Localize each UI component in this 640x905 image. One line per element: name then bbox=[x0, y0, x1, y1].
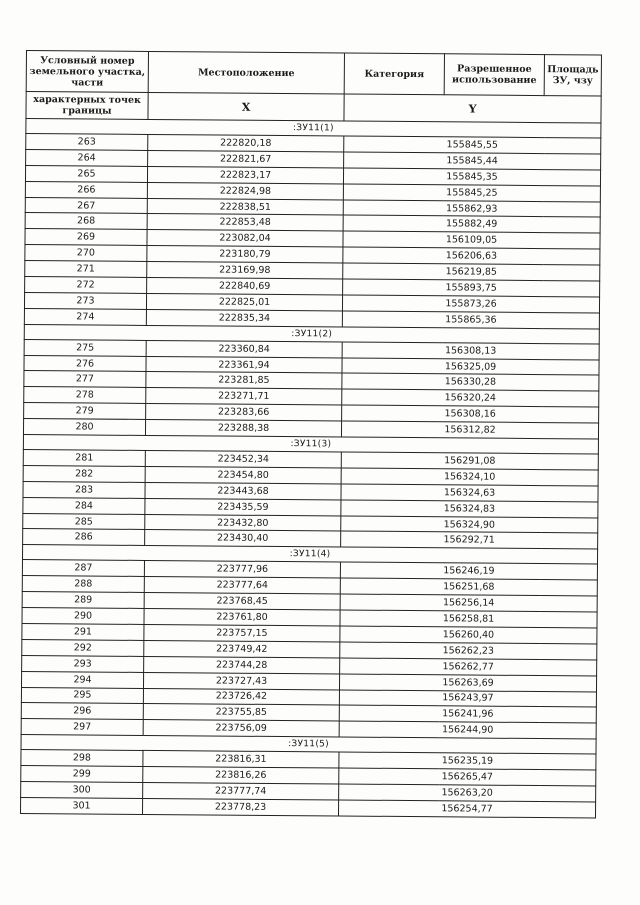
point-number-cell: 295 bbox=[21, 687, 143, 704]
point-number-cell: 283 bbox=[23, 481, 145, 498]
point-number-cell: 268 bbox=[25, 213, 147, 230]
point-number-cell: 300 bbox=[21, 781, 143, 798]
y-coordinate-cell: 156263,20 bbox=[339, 784, 596, 802]
x-coordinate-cell: 223727,43 bbox=[143, 672, 339, 689]
y-coordinate-cell: 156324,90 bbox=[341, 516, 598, 534]
point-number-cell: 276 bbox=[24, 355, 146, 372]
section-label: :ЗУ11(3) bbox=[23, 435, 598, 455]
point-number-cell: 299 bbox=[21, 766, 143, 783]
x-coordinate-cell: 222838,51 bbox=[147, 198, 343, 215]
point-number-cell: 272 bbox=[25, 277, 147, 294]
y-coordinate-cell: 156324,83 bbox=[341, 500, 598, 518]
point-number-cell: 270 bbox=[25, 245, 147, 262]
header-area: Площадь ЗУ, чзу bbox=[544, 55, 601, 96]
point-number-cell: 265 bbox=[25, 165, 147, 182]
point-number-cell: 297 bbox=[21, 719, 143, 736]
x-coordinate-cell: 223756,09 bbox=[143, 720, 339, 737]
x-coordinate-cell: 223768,45 bbox=[144, 593, 340, 610]
point-number-cell: 289 bbox=[22, 592, 144, 609]
section-label: :ЗУ11(2) bbox=[24, 324, 599, 344]
point-number-cell: 293 bbox=[22, 655, 144, 672]
point-number-cell: 286 bbox=[23, 529, 145, 546]
y-coordinate-cell: 156325,09 bbox=[342, 358, 599, 376]
x-coordinate-cell: 223288,38 bbox=[145, 420, 341, 437]
y-coordinate-cell: 156109,05 bbox=[343, 231, 600, 249]
y-coordinate-cell: 156262,77 bbox=[340, 658, 597, 676]
y-coordinate-cell: 156256,14 bbox=[340, 594, 597, 612]
point-number-cell: 269 bbox=[25, 229, 147, 246]
y-coordinate-cell: 156263,69 bbox=[339, 674, 596, 692]
x-coordinate-cell: 223777,74 bbox=[143, 782, 339, 799]
point-number-cell: 280 bbox=[23, 419, 145, 436]
x-coordinate-cell: 223755,85 bbox=[143, 704, 339, 721]
y-coordinate-cell: 156292,71 bbox=[341, 531, 598, 549]
header-point-subtitle: характерных точек границы bbox=[26, 92, 148, 120]
header-y: Y bbox=[344, 94, 601, 123]
x-coordinate-cell: 223435,59 bbox=[145, 498, 341, 515]
x-coordinate-cell: 223361,94 bbox=[146, 356, 342, 373]
y-coordinate-cell: 156312,82 bbox=[341, 421, 598, 439]
x-coordinate-cell: 223454,80 bbox=[145, 466, 341, 483]
x-coordinate-cell: 223777,64 bbox=[144, 577, 340, 594]
y-coordinate-cell: 156265,47 bbox=[339, 768, 596, 786]
point-number-cell: 296 bbox=[21, 703, 143, 720]
x-coordinate-cell: 223761,80 bbox=[144, 608, 340, 625]
table-body bbox=[21, 119, 601, 818]
x-coordinate-cell: 222853,48 bbox=[147, 214, 343, 231]
x-coordinate-cell: 223360,84 bbox=[146, 340, 342, 357]
x-coordinate-cell: 223726,42 bbox=[143, 688, 339, 705]
y-coordinate-cell: 155865,36 bbox=[342, 311, 599, 329]
point-number-cell: 273 bbox=[24, 292, 146, 309]
point-number-cell: 281 bbox=[23, 450, 145, 467]
point-number-cell: 264 bbox=[26, 149, 148, 166]
y-coordinate-cell: 156251,68 bbox=[340, 578, 597, 596]
header-category: Категория bbox=[344, 53, 444, 95]
point-number-cell: 291 bbox=[22, 623, 144, 640]
y-coordinate-cell: 156254,77 bbox=[338, 800, 595, 818]
point-number-cell: 284 bbox=[23, 497, 145, 514]
x-coordinate-cell: 223169,98 bbox=[147, 262, 343, 279]
x-coordinate-cell: 222835,34 bbox=[146, 309, 342, 326]
y-coordinate-cell: 156320,24 bbox=[342, 389, 599, 407]
x-coordinate-cell: 222821,67 bbox=[148, 150, 344, 167]
section-label: :ЗУ11(5) bbox=[21, 735, 596, 755]
point-number-cell: 277 bbox=[24, 371, 146, 388]
point-number-cell: 282 bbox=[23, 465, 145, 482]
table-row bbox=[21, 797, 596, 817]
x-coordinate-cell: 222824,98 bbox=[147, 182, 343, 199]
header-x: X bbox=[148, 92, 344, 121]
point-number-cell: 271 bbox=[25, 261, 147, 278]
section-label: :ЗУ11(1) bbox=[26, 119, 601, 139]
y-coordinate-cell: 156206,63 bbox=[343, 247, 600, 265]
x-coordinate-cell: 223452,34 bbox=[145, 450, 341, 467]
header-location: Местоположение bbox=[148, 51, 344, 94]
x-coordinate-cell: 223082,04 bbox=[147, 230, 343, 247]
point-number-cell: 301 bbox=[21, 797, 143, 814]
x-coordinate-cell: 223744,28 bbox=[144, 656, 340, 673]
y-coordinate-cell: 155845,55 bbox=[344, 136, 601, 154]
x-coordinate-cell: 222840,69 bbox=[147, 277, 343, 294]
x-coordinate-cell: 223443,68 bbox=[145, 482, 341, 499]
section-label: :ЗУ11(4) bbox=[22, 545, 597, 565]
point-number-cell: 278 bbox=[24, 387, 146, 404]
point-number-cell: 274 bbox=[24, 308, 146, 325]
y-coordinate-cell: 155873,26 bbox=[342, 295, 599, 313]
coordinates-table bbox=[20, 50, 602, 818]
x-coordinate-cell: 223180,79 bbox=[147, 246, 343, 263]
x-coordinate-cell: 223432,80 bbox=[145, 514, 341, 531]
y-coordinate-cell: 155893,75 bbox=[343, 279, 600, 297]
x-coordinate-cell: 223281,85 bbox=[146, 372, 342, 389]
x-coordinate-cell: 222825,01 bbox=[146, 293, 342, 310]
y-coordinate-cell: 156258,81 bbox=[340, 610, 597, 628]
point-number-cell: 279 bbox=[24, 403, 146, 420]
y-coordinate-cell: 155882,49 bbox=[343, 215, 600, 233]
point-number-cell: 287 bbox=[22, 560, 144, 577]
y-coordinate-cell: 155845,35 bbox=[343, 168, 600, 186]
x-coordinate-cell: 223430,40 bbox=[145, 530, 341, 547]
y-coordinate-cell: 155845,25 bbox=[343, 184, 600, 202]
x-coordinate-cell: 222820,18 bbox=[148, 134, 344, 151]
y-coordinate-cell: 156308,13 bbox=[342, 342, 599, 360]
y-coordinate-cell: 155862,93 bbox=[343, 200, 600, 218]
x-coordinate-cell: 223777,96 bbox=[144, 561, 340, 578]
point-number-cell: 292 bbox=[22, 639, 144, 656]
y-coordinate-cell: 155845,44 bbox=[344, 152, 601, 170]
x-coordinate-cell: 223816,31 bbox=[143, 751, 339, 768]
x-coordinate-cell: 222823,17 bbox=[147, 166, 343, 183]
y-coordinate-cell: 156262,23 bbox=[340, 642, 597, 660]
point-number-cell: 290 bbox=[22, 608, 144, 625]
y-coordinate-cell: 156244,90 bbox=[339, 721, 596, 739]
point-number-cell: 298 bbox=[21, 750, 143, 767]
point-number-cell: 275 bbox=[24, 339, 146, 356]
point-number-cell: 285 bbox=[23, 513, 145, 530]
point-number-cell: 263 bbox=[26, 134, 148, 151]
y-coordinate-cell: 156241,96 bbox=[339, 705, 596, 723]
y-coordinate-cell: 156291,08 bbox=[341, 452, 598, 470]
y-coordinate-cell: 156246,19 bbox=[340, 562, 597, 580]
point-number-cell: 266 bbox=[25, 181, 147, 198]
y-coordinate-cell: 156235,19 bbox=[339, 752, 596, 770]
header-permitted-use: Разрешенное использование bbox=[444, 54, 544, 96]
y-coordinate-cell: 156308,16 bbox=[342, 405, 599, 423]
y-coordinate-cell: 156243,97 bbox=[339, 689, 596, 707]
point-number-cell: 294 bbox=[21, 671, 143, 688]
y-coordinate-cell: 156330,28 bbox=[342, 373, 599, 391]
x-coordinate-cell: 223283,66 bbox=[146, 404, 342, 421]
point-number-cell: 288 bbox=[22, 576, 144, 593]
x-coordinate-cell: 223757,15 bbox=[144, 624, 340, 641]
x-coordinate-cell: 223816,26 bbox=[143, 767, 339, 784]
y-coordinate-cell: 156260,40 bbox=[340, 626, 597, 644]
x-coordinate-cell: 223271,71 bbox=[146, 388, 342, 405]
y-coordinate-cell: 156219,85 bbox=[343, 263, 600, 281]
y-coordinate-cell: 156324,10 bbox=[341, 468, 598, 486]
y-coordinate-cell: 156324,63 bbox=[341, 484, 598, 502]
x-coordinate-cell: 223778,23 bbox=[143, 798, 339, 815]
point-number-cell: 267 bbox=[25, 197, 147, 214]
x-coordinate-cell: 223749,42 bbox=[144, 640, 340, 657]
header-point-number: Условный номер земельного участка, части bbox=[26, 51, 148, 93]
